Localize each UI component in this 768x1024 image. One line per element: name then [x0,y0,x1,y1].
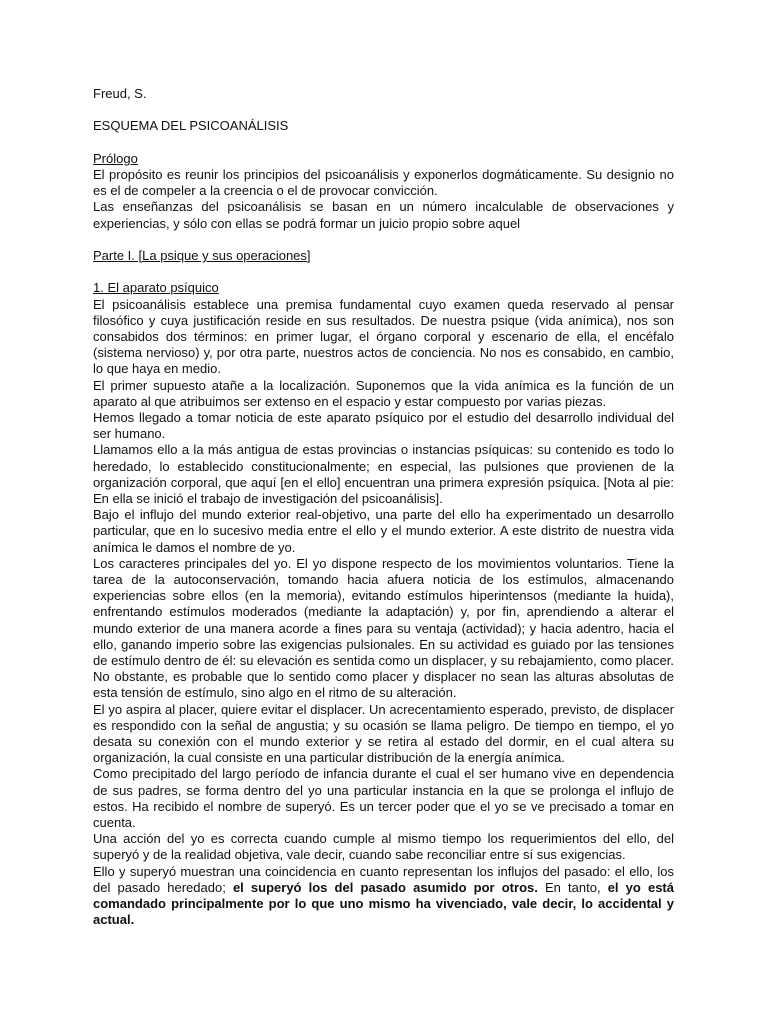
parte-1-heading [93,248,674,264]
body-paragraph: Una acción del yo es correcta cuando cumple al mismo tiempo los requerimientos del ello, del superyó y de la realidad objetiva, vale decir, cuando sabe reconciliar entre sí sus exigencias. [93,831,674,863]
final-text-bold-1: el superyó los del pasado asumido por otros. [232,879,538,895]
body-paragraph: Como precipitado del largo período de infancia durante el cual el ser humano vive en dependencia de sus padres, se forma dentro del yo una particular instancia en la que se prolonga el influjo de estos. Ha recibido el nombre de superyó. Es un tercer poder que el yo se ve precisado a tomar en cuenta. [93,766,674,831]
prologo-heading [93,151,674,167]
document-title: ESQUEMA DEL PSICOANÁLISIS [93,118,289,134]
blank-line [93,264,674,280]
body-paragraph: Llamamos ello a la más antigua de estas provincias o instancias psíquicas: su contenido es todo lo heredado, lo establecido constitucionalmente; en especial, las pulsiones que provienen de la organización corporal, que aquí [en el ello] encuentran una primera expresión psíquica. [Nota al pie: En ella se inició el trabajo de investigación del psicoanálisis]. [93,442,674,507]
final-text-bold-2: el yo está comandado principalmente por lo que uno mismo ha vivenciado, vale decir, lo accidental y actual. [93,879,674,928]
section-heading [93,280,674,296]
author-line: Freud, S. [93,86,147,101]
blank-line [93,232,674,248]
prologo-paragraph-2: Las enseñanzas del psicoanálisis se basan en un número incalculable de observaciones y experiencias, y sólo con ellas se podrá formar un juicio propio sobre aquel [93,199,674,231]
body-paragraph: El psicoanálisis establece una premisa fundamental cuyo examen queda reservado al pensar filosófico y cuya justificación reside en sus resultados. De nuestra psique (vida anímica), nos son consabidos dos términos: en primer lugar, el órgano corporal y escenario de ella, el encéfalo (sistema nervioso) y, por otra parte, nuestros actos de conciencia. No nos es consabido, en cambio, lo que haya en medio. [93,296,674,377]
body-paragraph: El yo aspira al placer, quiere evitar el displacer. Un acrecentamiento esperado, previsto, de displacer es respondido con la señal de angustia; y su ocasión se llama peligro. De tiempo en tiempo, el yo desata su conexión con el mundo exterior y se retira al estado del dormir, en el cual altera su organización, la cual consiste en una particular distribución de la energía anímica. [93,701,674,766]
final-paragraph [93,864,674,929]
blank-line [93,135,674,151]
body-paragraph: Los caracteres principales del yo. El yo dispone respecto de los movimientos voluntarios. Tiene la tarea de la autoconservación, tomando hacia afuera noticia de los estímulos, almacenando experiencias sobre ellos (en la memoria), evitando estímulos hiperintensos (mediante la huida), enfrentando estímulos moderados (mediante la adaptación) y, por fin, aprendiendo a alterar el mundo exterior de una manera acorde a fines para su ventaja (actividad); y hacia adentro, hacia el ello, ganando imperio sobre las exigencias pulsionales. En su actividad es guiado por las tensiones de estímulo dentro de él: su elevación es sentida como un displacer, y su rebajamiento, como placer. No obstante, es probable que lo sentido como placer y displacer no sean las alturas absolutas de esta tensión de estímulo, sino algo en el ritmo de su alteración. [93,555,674,701]
section-heading-text: 1. El aparato psíquico [93,280,219,296]
parte-1-heading-text: Parte I. [La psique y sus operaciones] [93,247,311,263]
blank-line [93,102,674,118]
prologo-heading-text: Prólogo [93,150,138,166]
prologo-paragraph-1: El propósito es reunir los principios del psicoanálisis y exponerlos dogmáticamente. Su designio no es el de compeler a la creencia o el de provocar convicción. [93,166,674,199]
body-paragraph: El primer supuesto atañe a la localización. Suponemos que la vida anímica es la función de un aparato al que atribuimos ser extenso en el espacio y estar compuesto por varias piezas. [93,377,674,409]
document-page [93,86,674,929]
final-text-plain-1: Ello y superyó muestran una coincidencia en cuanto representan los influjos del pasado: el ello, los del pasado heredado; [93,863,674,895]
body-paragraph: Hemos llegado a tomar noticia de este aparato psíquico por el estudio del desarrollo individual del ser humano. [93,410,674,442]
body-paragraph: Bajo el influjo del mundo exterior real-objetivo, una parte del ello ha experimentado un desarrollo particular, que en lo sucesivo media entre el ello y el mundo exterior. A este distrito de nuestra vida anímica le damos el nombre de yo. [93,507,674,555]
final-text-plain-2: En tanto, [545,879,601,895]
